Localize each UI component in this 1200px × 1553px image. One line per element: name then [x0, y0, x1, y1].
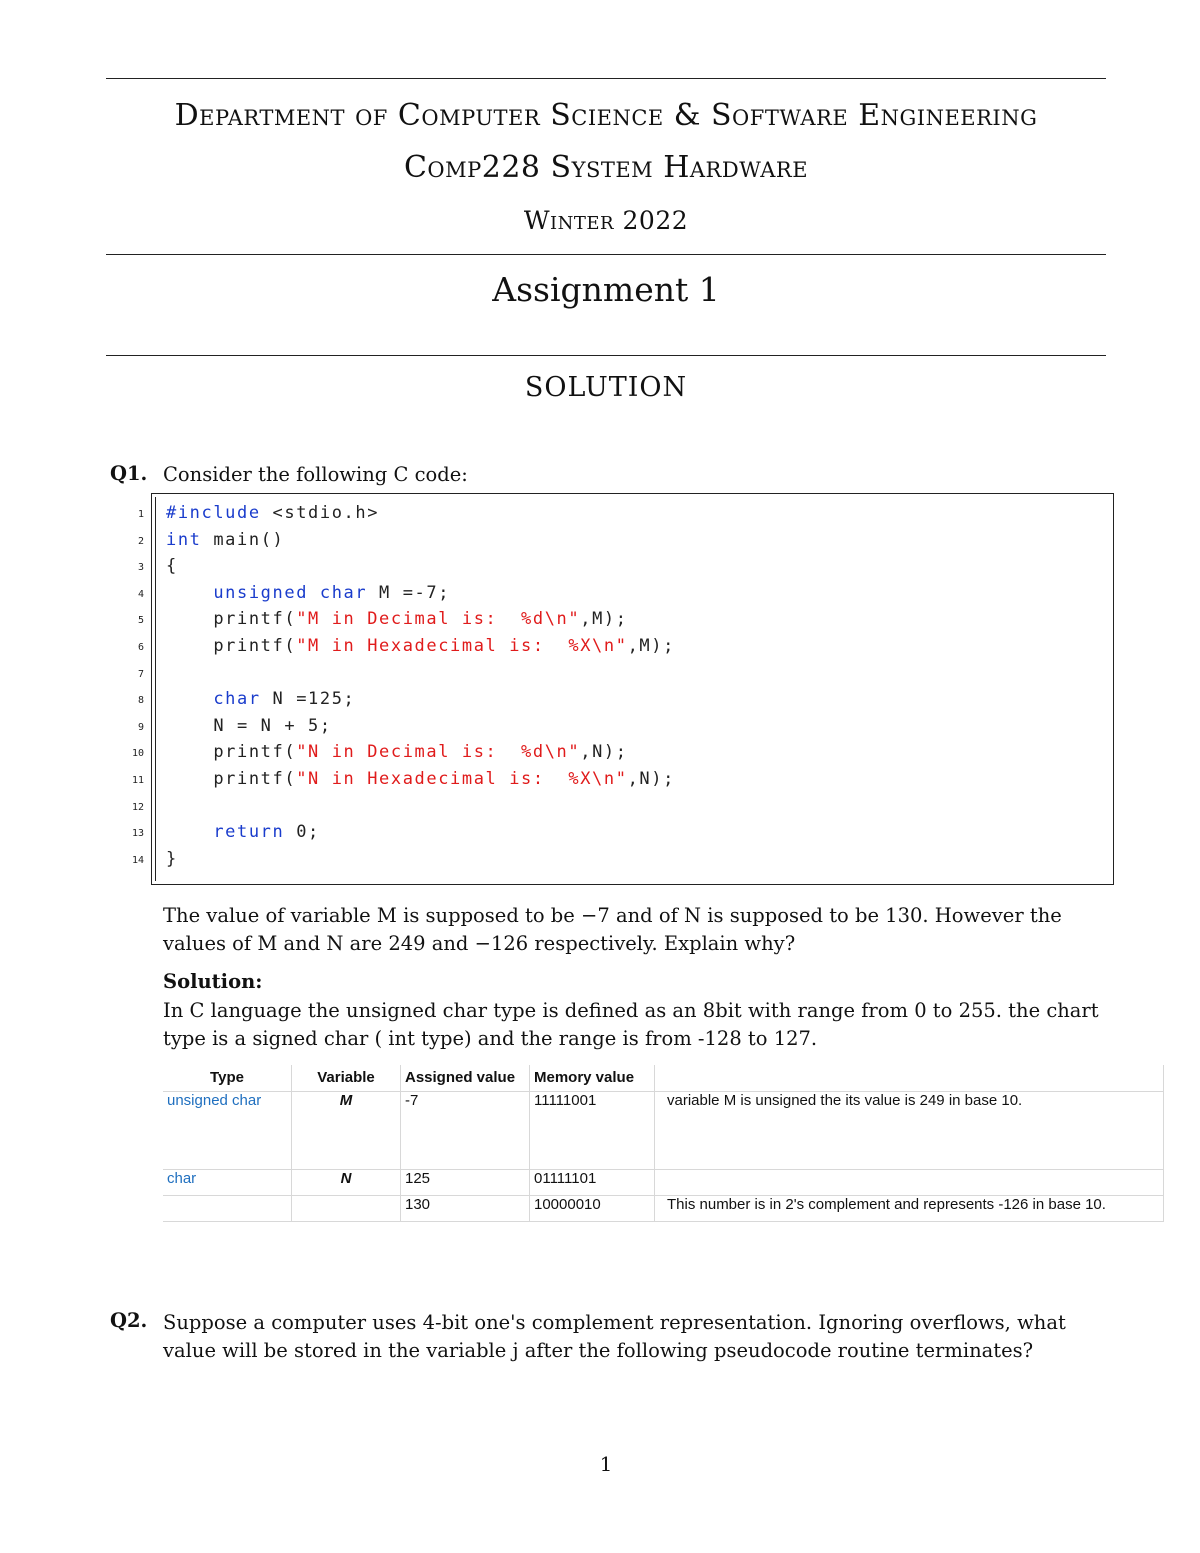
- code-text: printf(: [166, 769, 297, 789]
- code-line-number: 11: [131, 775, 144, 786]
- col-note-header: [655, 1065, 1164, 1092]
- code-text: [166, 689, 213, 709]
- col-assigned-header: Assigned value: [401, 1065, 530, 1092]
- code-keyword: return: [213, 822, 285, 843]
- code-line-number: 4: [137, 588, 144, 600]
- col-variable-header: Variable: [292, 1065, 401, 1092]
- code-text: }: [166, 848, 178, 869]
- cell-assigned: 130: [401, 1196, 530, 1222]
- cell-memory: 01111101: [530, 1170, 655, 1196]
- code-line-number: 6: [137, 642, 144, 653]
- code-text: [166, 583, 213, 603]
- q2-text: Suppose a computer uses 4-bit one's complement representation. Ignoring overflows, what value will be stored in the variable j after the following pseudocode routine terminates?: [163, 1311, 1066, 1362]
- cell-variable: N: [292, 1170, 401, 1196]
- code-line: [166, 742, 628, 762]
- page-number: 1: [599, 1452, 613, 1476]
- code-line: [166, 583, 450, 603]
- cell-memory: 10000010: [530, 1196, 655, 1222]
- code-string: "N in Hexadecimal is: %X\n": [296, 769, 628, 789]
- code-line: [166, 689, 355, 709]
- code-line-number: 3: [137, 562, 144, 574]
- code-keyword: #include: [166, 503, 261, 523]
- code-string: "M in Decimal is: %d\n": [296, 609, 581, 630]
- header-rule: [106, 254, 1106, 255]
- cell-assigned: 125: [401, 1170, 530, 1196]
- table-header-row: [163, 1065, 1164, 1092]
- code-line: [166, 849, 178, 869]
- code-line: [166, 530, 284, 550]
- code-keyword: unsigned: [213, 582, 309, 603]
- code-line: [166, 636, 675, 656]
- table-row: [163, 1170, 1164, 1196]
- code-line-number: 5: [137, 615, 144, 627]
- code-text: printf(: [166, 609, 297, 630]
- q2-label: Q2.: [110, 1309, 148, 1332]
- code-line-number: 2: [137, 535, 144, 547]
- code-text: ,M);: [580, 609, 628, 630]
- cell-note: [655, 1170, 1164, 1196]
- code-string: "N in Decimal is: %d\n": [296, 742, 581, 763]
- cell-assigned: -7: [401, 1092, 530, 1170]
- solution-text: In C language the unsigned char type is defined as an 8bit with range from 0 to 255. the chart type is a signed char ( int type) and the range is from -128 to 127.: [163, 999, 1099, 1050]
- cell-variable: M: [292, 1092, 401, 1170]
- code-line-number: 9: [137, 721, 144, 733]
- code-block-underline: [151, 884, 1109, 885]
- code-line: [166, 609, 628, 629]
- cell-variable: [292, 1196, 401, 1222]
- code-line-number: 12: [131, 801, 144, 813]
- cell-memory: 11111001: [530, 1092, 655, 1170]
- code-text: <stdio.h>: [260, 503, 380, 523]
- cell-note: variable M is unsigned the its value is 249 in base 10.: [655, 1092, 1164, 1170]
- code-line-number: 7: [137, 668, 144, 680]
- code-keyword: int: [166, 529, 202, 550]
- cell-type: char: [163, 1170, 292, 1196]
- code-line-number: 14: [131, 854, 144, 866]
- code-text: main(): [201, 529, 285, 550]
- code-line: [166, 822, 320, 842]
- code-text: ,N);: [580, 742, 628, 763]
- code-line: [166, 716, 332, 736]
- solution-heading: SOLUTION: [524, 372, 688, 403]
- code-text: 0;: [284, 822, 320, 843]
- code-text: printf(: [166, 742, 297, 763]
- q1-prompt: Consider the following C code:: [163, 463, 468, 486]
- code-line: [166, 769, 675, 789]
- code-line-number: 8: [137, 695, 144, 707]
- solution-label: Solution:: [163, 970, 263, 993]
- code-text: {: [166, 556, 178, 577]
- cell-type: unsigned char: [163, 1092, 292, 1170]
- representation-table: [163, 1065, 1164, 1222]
- table-row: [163, 1092, 1164, 1170]
- cell-note: This number is in 2's complement and represents -126 in base 10.: [655, 1196, 1164, 1222]
- department-title: Department of Computer Science & Software Engineering: [174, 98, 1038, 133]
- code-keyword: char: [319, 582, 368, 603]
- code-line-number: 10: [131, 748, 144, 760]
- cell-type: [163, 1196, 292, 1222]
- table-row: [163, 1196, 1164, 1222]
- col-memory-header: Memory value: [530, 1065, 655, 1092]
- code-text: ,M);: [627, 636, 675, 656]
- col-type-header: Type: [163, 1065, 292, 1092]
- q1-label: Q1.: [110, 462, 148, 485]
- code-text: [308, 583, 320, 603]
- code-line-number: 1: [137, 509, 144, 520]
- code-keyword: char: [213, 689, 261, 710]
- q1-question-text: The value of variable M is supposed to be −7 and of N is supposed to be 130. However the values of M and N are 249 and −126 respectively. Explain why?: [163, 904, 1062, 955]
- assignment-rule: [106, 355, 1106, 356]
- course-title: Comp228 System Hardware: [403, 150, 809, 185]
- code-text: N = N + 5;: [166, 715, 332, 736]
- code-line: [166, 503, 379, 523]
- code-text: [166, 822, 213, 842]
- code-text: ,N);: [627, 769, 675, 789]
- top-rule: [106, 78, 1106, 79]
- code-text: printf(: [166, 636, 297, 656]
- assignment-title: Assignment 1: [492, 270, 720, 309]
- code-text: M =-7;: [367, 582, 451, 603]
- code-line-number: 13: [131, 828, 144, 840]
- code-text: N =125;: [260, 689, 356, 710]
- code-line: [166, 556, 178, 576]
- term-label: Winter 2022: [523, 206, 689, 235]
- code-string: "M in Hexadecimal is: %X\n": [296, 636, 628, 656]
